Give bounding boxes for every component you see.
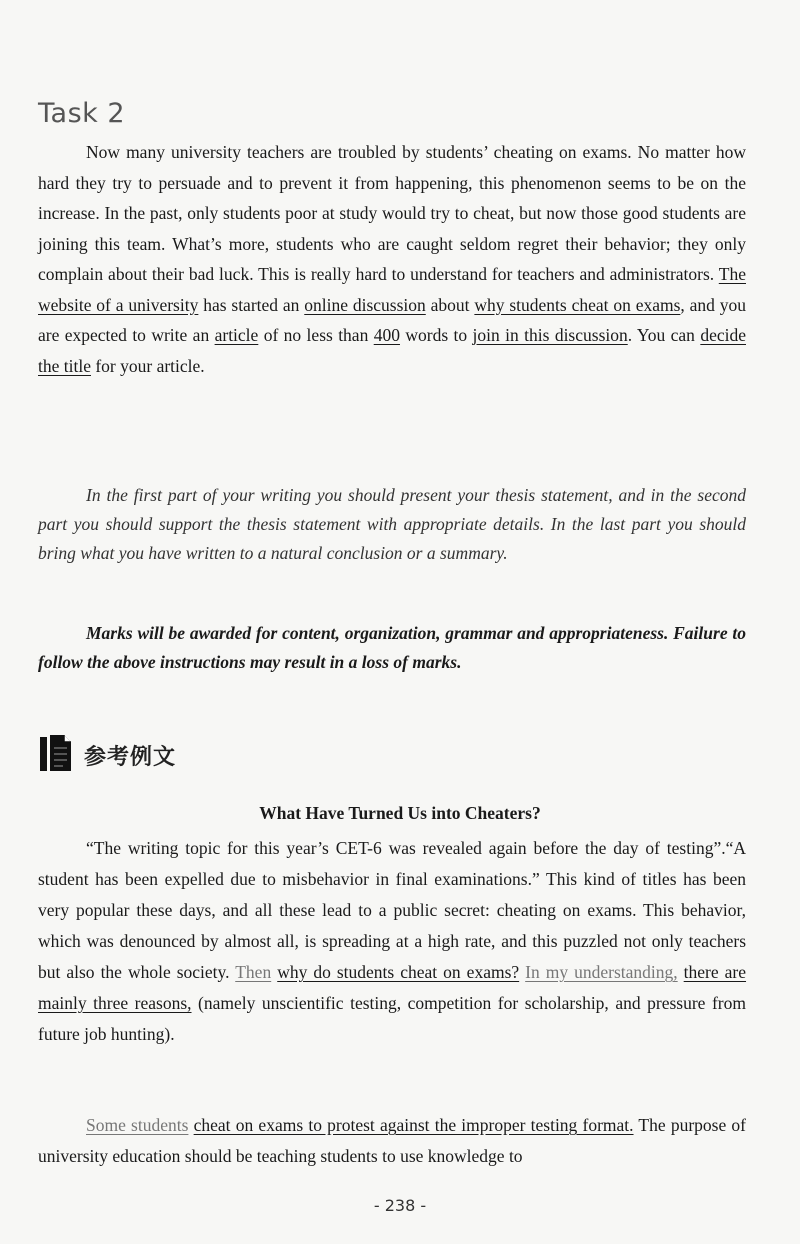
task-title: Task 2 xyxy=(38,98,126,129)
essay-paragraph xyxy=(38,1110,746,1172)
text-run: about xyxy=(425,294,475,315)
text-run: . You can xyxy=(627,325,701,345)
underlined-phrase: article xyxy=(214,325,259,345)
underlined-phrase: cheat on exams to protest against the improper testing format. xyxy=(193,1115,634,1135)
section-label: 参考例文 xyxy=(84,743,177,770)
underlined-phrase: In my understanding, xyxy=(525,962,678,982)
text-run: of no less than xyxy=(258,325,374,345)
text-run: for your article. xyxy=(90,355,205,376)
text-run: Now many university teachers are troubled by students’ cheating on exams. No matter how hard they try to persuade and to prevent it from happening, this phenomenon seems to be on the increase. In the past, only students poor at study would try to cheat, but now those good students are joining this team. What’s more, students who are caught seldom regret their behavior; they only complain about their bad luck. This is really hard to understand for teachers and administrators. xyxy=(38,142,746,284)
text-run: , and you are expected to write an xyxy=(38,294,746,345)
essay-paragraph xyxy=(38,833,746,1050)
text-run: “The writing topic for this year’s CET-6 was revealed again before the day of testing”.“A student has been expelled due to misbehavior in final examinations.” This kind of titles has been very popular these days, and all these lead to a public secret: cheating on exams. This behavior, which was denounced by almost all, is spreading at a high rate, and this puzzled not only teachers but also the whole society. xyxy=(38,838,746,982)
text-run: (namely unscientific testing, competition for scholarship, and pressure from future job hunting). xyxy=(38,993,747,1044)
underlined-phrase: Some students xyxy=(86,1115,189,1135)
underlined-phrase: join in this discussion xyxy=(472,325,628,345)
document-icon xyxy=(40,733,76,778)
underlined-phrase: online discussion xyxy=(304,294,426,315)
underlined-phrase: why students cheat on exams xyxy=(474,294,681,315)
text-run: words to xyxy=(399,325,473,345)
underlined-phrase: Then xyxy=(235,962,272,982)
marking-note-paragraph: Marks will be awarded for content, organization, grammar and appropriateness. Failure to follow the above instructions may result in a loss of marks. xyxy=(38,623,746,672)
task-instructions-paragraph xyxy=(38,137,746,381)
sample-essay-section-header xyxy=(40,733,176,777)
page-number: - 238 - xyxy=(373,1196,427,1215)
task-structure-paragraph: In the first part of your writing you should present your thesis statement, and in the second part you should support the thesis statement with appropriate details. In the last part you should bring what you have written to a natural conclusion or a summary. xyxy=(38,485,746,563)
underlined-phrase: why do students cheat on exams? xyxy=(277,962,520,982)
text-run: The purpose of university education should be teaching students to use knowledge to xyxy=(38,1115,746,1166)
underlined-phrase: there are mainly three reasons, xyxy=(38,962,747,1013)
essay-title: What Have Turned Us into Cheaters? xyxy=(259,803,541,823)
underlined-phrase: The website of a university xyxy=(38,264,746,315)
underlined-phrase: decide the title xyxy=(38,325,746,376)
text-run: has started an xyxy=(198,294,305,315)
underlined-phrase: 400 xyxy=(373,325,400,345)
